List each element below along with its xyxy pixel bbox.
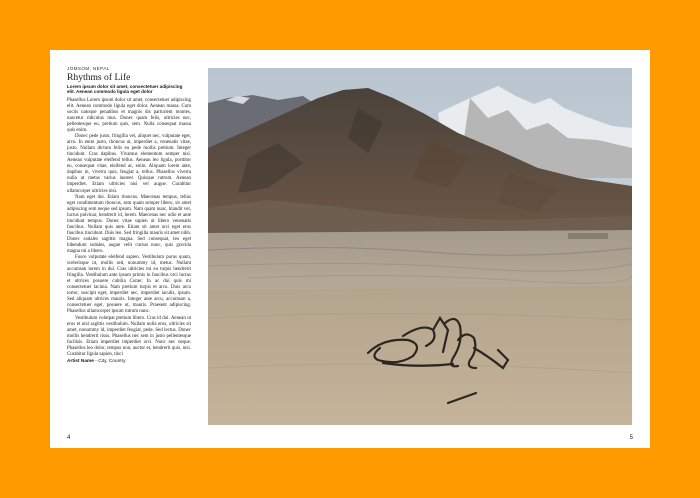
artist-location: - City, Country: [93, 358, 126, 364]
village: [568, 233, 608, 239]
magazine-spread: [50, 50, 650, 448]
body-paragraph: Fusce vulputate eleifend sapien. Vestibulum purus quam, scelerisque ut, mollis sed, nonummy id, metus. Nullam accumsan lorem in dui. Cras ultricies mi eu turpis hendrerit fringilla. Vestibulum ante ipsum primis in faucibus orci luctus et ultrices posuere cubilia Curae; In ac dui quis mi consectetuer lacinia. Nam pretium turpis et arcu. Duis arcu tortor, suscipit eget, imperdiet nec, imperdiet iaculis, ipsum. Sed aliquam ultrices mauris. Integer ante arcu, accumsan a, consectetuer eget, posuere ut, mauris. Praesent adipiscing. Phasellus ullamcorper ipsum rutrum nunc.: [67, 255, 191, 315]
body-paragraph: Vestibulum volutpat pretium libero. Cras id dui. Aenean ut eros et nisl sagittis vestibulum. Nullam nulla eros, ultricies sit amet, nonummy id, imperdiet feugiat, pede. Sed lectus. Donec mollis hendrerit risus. Phasellus nec sem in justo pellentesque facilisis. Etiam imperdiet imperdiet orci. Nunc nec neque. Phasellus leo dolor, tempus non, auctor et, hendrerit quis, nisi. Curabitur ligula sapien, tinci: [67, 315, 191, 357]
artist-name: Artist Name: [67, 358, 94, 364]
page-number-right: 5: [629, 435, 633, 441]
riverbed: [208, 230, 632, 296]
article-column: [67, 65, 191, 364]
location-kicker: JOMSOM, NEPAL: [67, 66, 110, 71]
page-number-left: 4: [67, 435, 71, 441]
body-paragraph: Phasellus Lorem ipsum dolor sit amet, consectetuer adipiscing elit. Aenean commodo ligula eget dolor. Aenean massa. Cum sociis natoque penatibus et magnis dis parturient montes, nascetur ridiculus mus. Donec quam felis, ultricies nec, pellentesque eu, pretium quis, sem. Nulla consequat massa quis enim.: [67, 97, 191, 134]
article-body: [67, 98, 191, 358]
landscape-photo: [208, 68, 632, 425]
body-paragraph: Nam eget dui. Etiam rhoncus. Maecenas tempus, tellus eget condimentum rhoncus, sem quam semper libero, sit amet adipiscing sem neque sed ipsum. Nam quam nunc, blandit vel, luctus pulvinar, hendrerit id, lorem. Maecenas nec odio et ante tincidunt tempus. Donec vitae sapien ut libero venenatis faucibus. Nullam quis ante. Etiam sit amet orci eget eros faucibus tincidunt. Duis leo. Sed fringilla mauris sit amet nibh. Donec sodales sagittis magna. Sed consequat, leo eget bibendum sodales, augue velit cursus nunc, quis gravida magna mi a libero.: [67, 194, 191, 254]
artist-credit: [67, 359, 191, 364]
article-deck: Lorem ipsum dolor sit amet, consectetuer adipiscing elit. Aenean commodo ligula eget dolor: [67, 84, 183, 95]
article-title: Rhythms of Life: [67, 72, 131, 83]
body-paragraph: Donec pede justo, fringilla vel, aliquet nec, vulputate eget, arcu. In enim justo, rhoncus ut, imperdiet a, venenatis vitae, justo. Nullam dictum felis eu pede mollis pretium. Integer tincidunt. Cras dapibus. Vivamus elementum semper nisi. Aenean vulputate eleifend tellus. Aenean leo ligula, porttitor eu, consequat vitae, eleifend ac, enim. Aliquam lorem ante, dapibus in, viverra quis, feugiat a, tellus. Phasellus viverra nulla ut metus varius laoreet. Quisque rutrum. Aenean imperdiet. Etiam ultricies nisi vel augue. Curabitur ullamcorper ultricies nisi.: [67, 134, 191, 194]
desert-ground: [208, 286, 632, 425]
